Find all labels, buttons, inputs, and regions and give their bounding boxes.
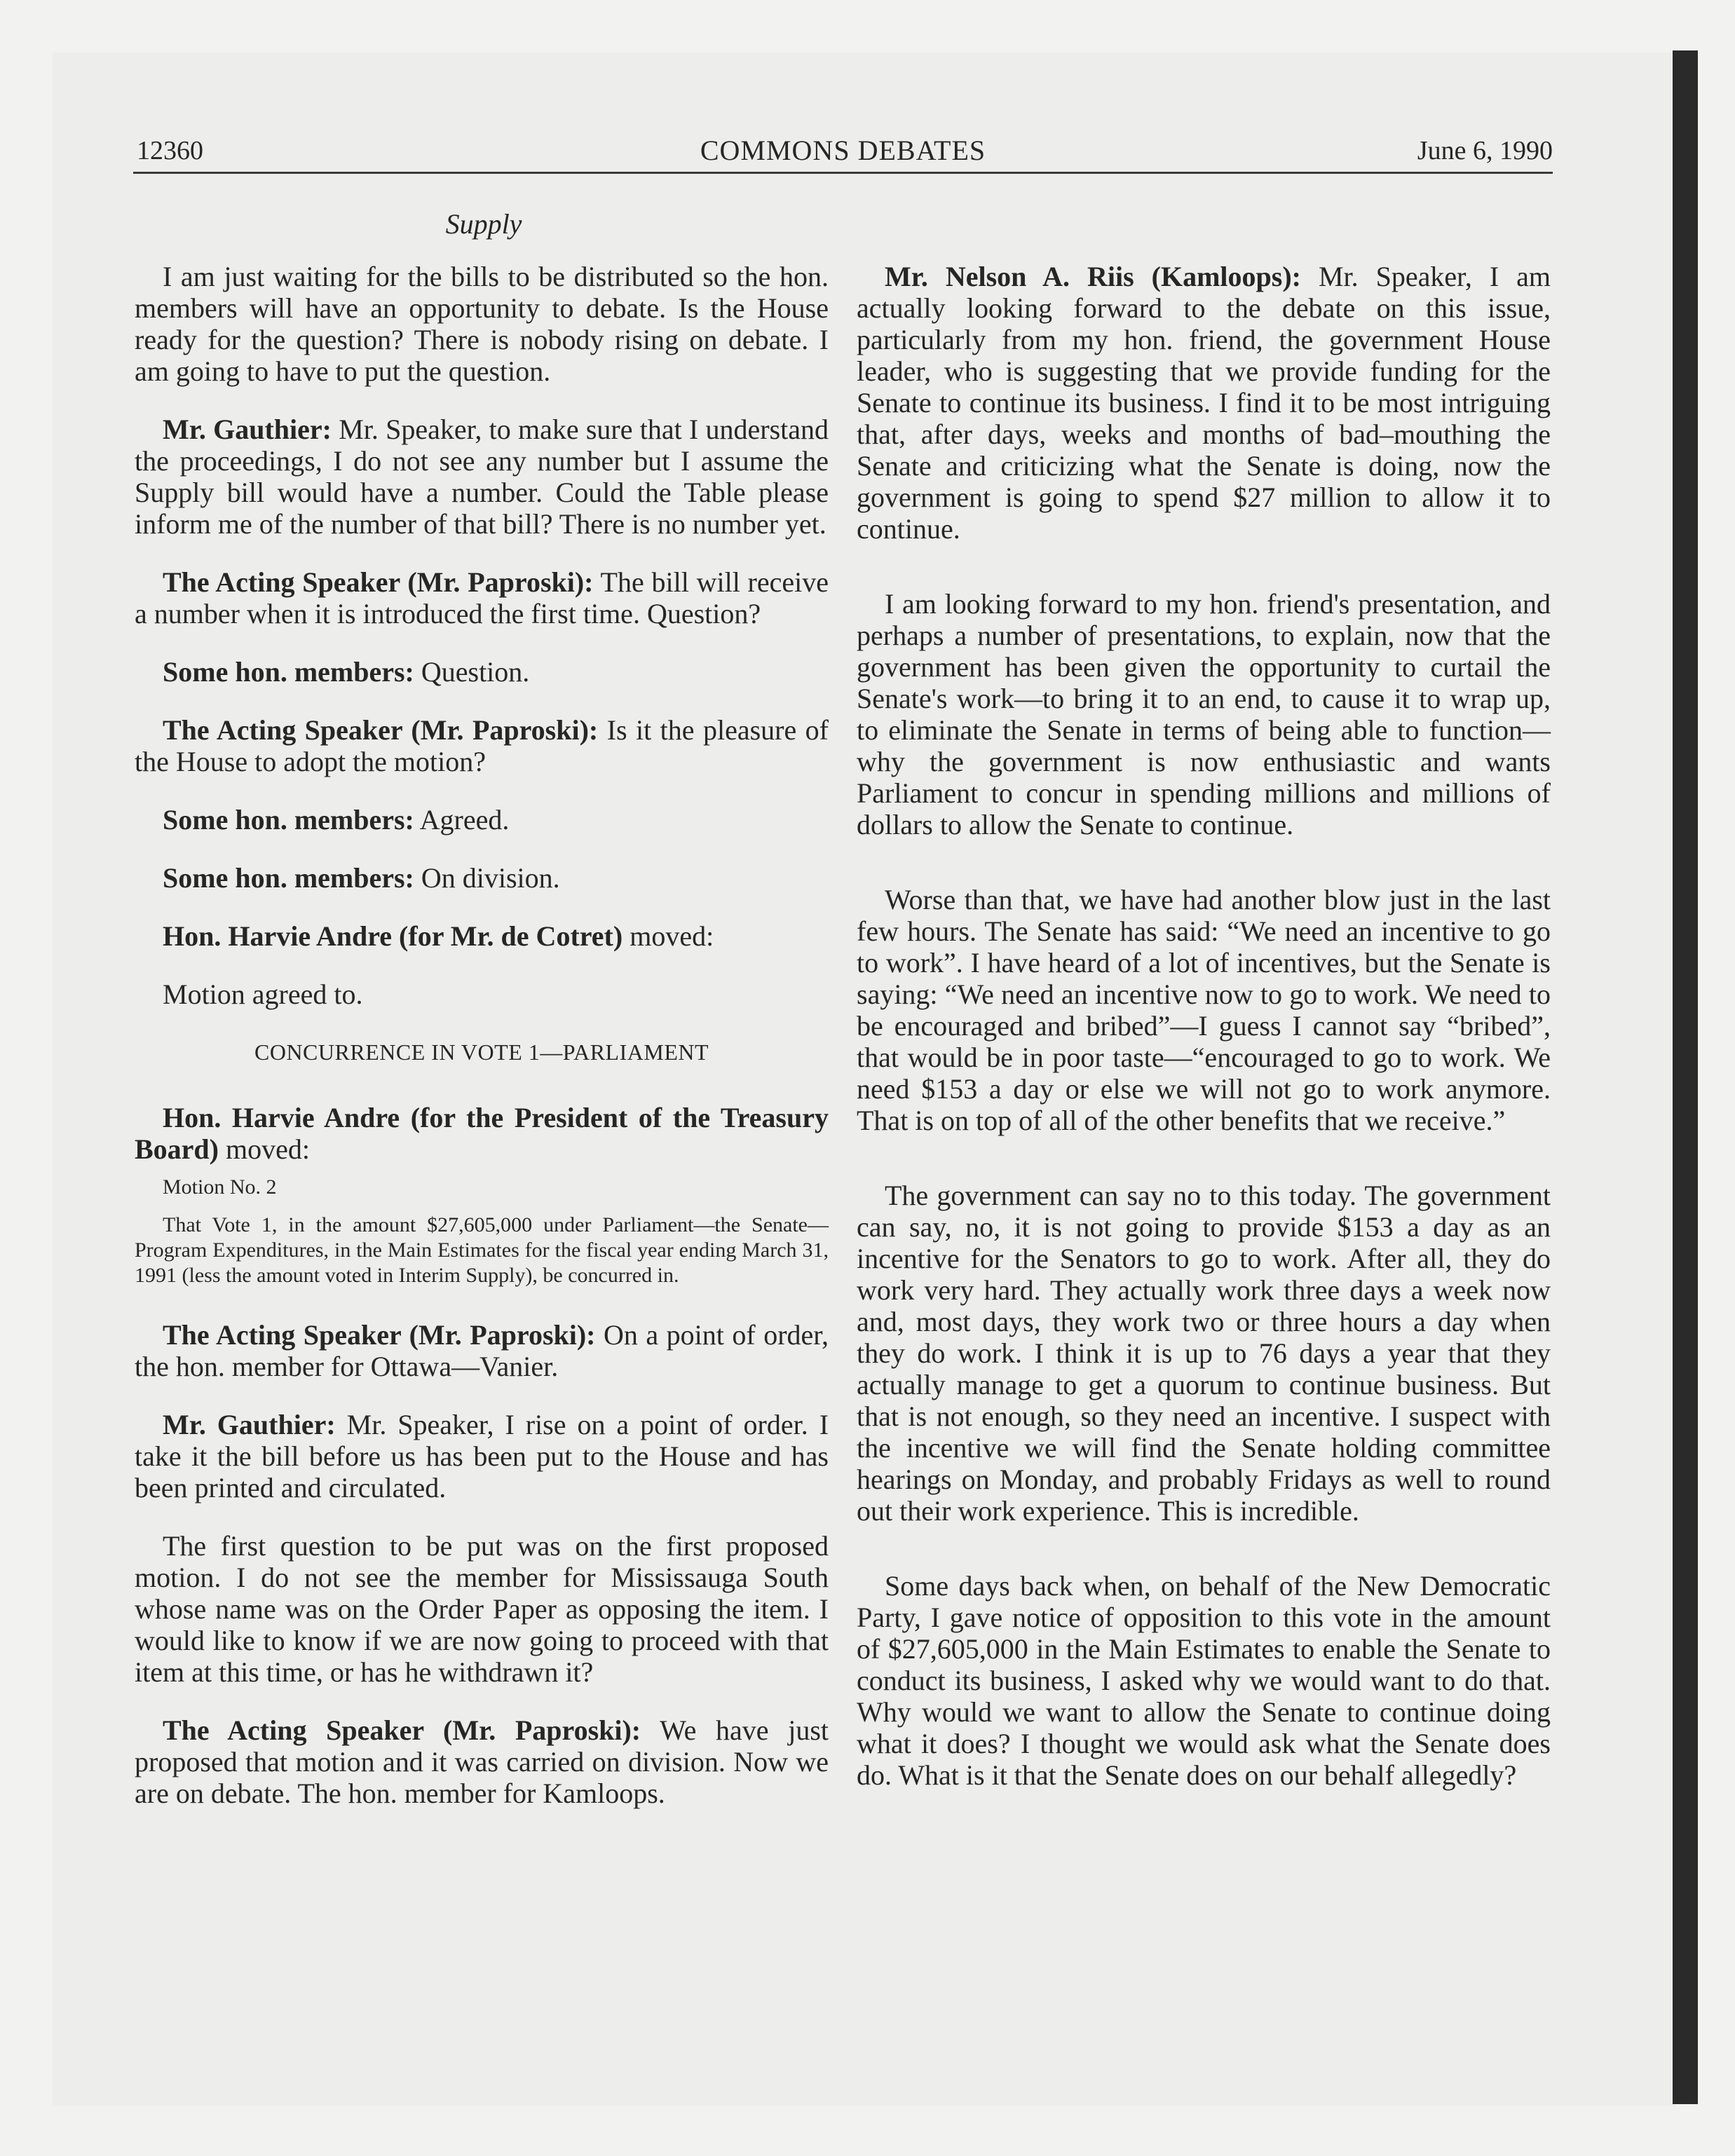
- paragraph: Mr. Gauthier: Mr. Speaker, I rise on a point of order. I take it the bill before us has been put to the House and has been printed and circulated.: [135, 1409, 829, 1503]
- publication-title: COMMONS DEBATES: [700, 135, 986, 166]
- scan-binding-edge: [1673, 50, 1698, 2104]
- paragraph: Worse than that, we have had another blow just in the last few hours. The Senate has said: “We need an incentive to go to work”. I have heard of a lot of incentives, but the Senate is saying: “We need an incentive now to go to work. We need to be encouraged and bribed”—I guess I cannot say “bribed”, that would be in poor taste—“encouraged to go to work. We need $153 a day or else we will not go to work anymore. That is on top of all of the other benefits that we receive.”: [857, 884, 1551, 1136]
- paragraph: I am just waiting for the bills to be distributed so the hon. members will have an opportunity to debate. Is the House ready for the question? There is nobody rising on debate. I am going to have to put the question.: [135, 261, 829, 387]
- paragraph: Motion agreed to.: [163, 978, 363, 1010]
- speaker-name: The Acting Speaker (Mr. Paproski):: [163, 1319, 596, 1351]
- speaker-name: Mr. Nelson A. Riis (Kamloops):: [885, 261, 1301, 292]
- section-heading: CONCURRENCE IN VOTE 1—PARLIAMENT: [254, 1039, 709, 1065]
- paragraph: The Acting Speaker (Mr. Paproski): Is it the pleasure of the House to adopt the motion?: [135, 714, 829, 777]
- motion-number: Motion No. 2: [163, 1175, 277, 1199]
- speaker-name: Some hon. members:: [163, 862, 414, 894]
- paragraph: The Acting Speaker (Mr. Paproski): On a point of order, the hon. member for Ottawa—Vanier.: [135, 1319, 829, 1382]
- speaker-name: Some hon. members:: [163, 656, 414, 688]
- page-header: [133, 130, 1553, 174]
- speaker-name: Hon. Harvie Andre (for the President of the Treasury Board): [135, 1102, 829, 1165]
- paragraph: I am looking forward to my hon. friend's presentation, and perhaps a number of presentations, to explain, now that the government has been given the opportunity to curtail the Senate's work—to bring it to an end, to cause it to wrap up, to eliminate the Senate in terms of being able to function—why the government is now enthusiastic and wants Parliament to concur in spending millions and millions of dollars to allow the Senate to continue.: [857, 588, 1551, 840]
- speaker-name: The Acting Speaker (Mr. Paproski):: [163, 1714, 641, 1746]
- speaker-name: Hon. Harvie Andre (for Mr. de Cotret): [163, 920, 623, 952]
- section-subtitle: Supply: [445, 208, 522, 240]
- paragraph: Hon. Harvie Andre (for Mr. de Cotret) moved:: [163, 920, 714, 952]
- page-number: 12360: [137, 136, 203, 165]
- paragraph: Mr. Nelson A. Riis (Kamloops): Mr. Speaker, I am actually looking forward to the debate on this issue, particularly from my hon. friend, the government House leader, who is suggesting that we provide funding for the Senate to continue its business. I find it to be most intriguing that, after days, weeks and months of bad–mouthing the Senate and criticizing what the Senate is doing, now the government is going to spend $27 million to allow it to continue.: [857, 261, 1551, 545]
- paragraph: The Acting Speaker (Mr. Paproski): The bill will receive a number when it is introduced the first time. Question?: [135, 566, 829, 629]
- paragraph: The Acting Speaker (Mr. Paproski): We have just proposed that motion and it was carried on division. Now we are on debate. The hon. member for Kamloops.: [135, 1714, 829, 1809]
- paragraph: Some hon. members: On division.: [163, 862, 560, 894]
- speaker-name: Some hon. members:: [163, 804, 414, 835]
- speaker-name: The Acting Speaker (Mr. Paproski):: [163, 714, 599, 746]
- paragraph: Mr. Gauthier: Mr. Speaker, to make sure that I understand the proceedings, I do not see any number but I assume the Supply bill would have a number. Could the Table please inform me of the number of that bill? There is no number yet.: [135, 414, 829, 540]
- paragraph: The government can say no to this today. The government can say, no, it is not going to provide $153 a day as an incentive for the Senators to go to work. After all, they do work very hard. They actually work three days a week now and, most days, they work two or three hours a day when they do work. I think it is up to 76 days a year that they actually manage to get a quorum to continue business. But that is not enough, so they need an incentive. I suspect with the incentive we will find the Senate holding committee hearings on Monday, and probably Fridays as well to round out their work experience. This is incredible.: [857, 1180, 1551, 1527]
- right-column: [857, 261, 1551, 1817]
- paragraph: Some days back when, on behalf of the New Democratic Party, I gave notice of opposition to this vote in the amount of $27,605,000 in the Main Estimates to enable the Senate to conduct its business, I asked why we would want to do that. Why would we want to allow the Senate to continue doing what it does? I thought we would ask what the Senate does do. What is it that the Senate does on our behalf allegedly?: [857, 1570, 1551, 1791]
- paragraph: Hon. Harvie Andre (for the President of the Treasury Board) moved:: [135, 1102, 829, 1165]
- motion-text: That Vote 1, in the amount $27,605,000 under Parliament—the Senate—Program Expenditures, in the Main Estimates for the fiscal year ending March 31, 1991 (less the amount voted in Interim Supply), be concurred in.: [135, 1213, 829, 1287]
- speaker-name: Mr. Gauthier:: [163, 414, 332, 445]
- speaker-name: The Acting Speaker (Mr. Paproski):: [163, 566, 594, 598]
- speaker-name: Mr. Gauthier:: [163, 1409, 336, 1440]
- paragraph: Some hon. members: Agreed.: [163, 804, 510, 835]
- left-column: [135, 261, 829, 1836]
- paragraph: The first question to be put was on the first proposed motion. I do not see the member for Mississauga South whose name was on the Order Paper as opposing the item. I would like to know if we are now going to proceed with that item at this time, or has he withdrawn it?: [135, 1530, 829, 1688]
- page-date: June 6, 1990: [1417, 136, 1553, 165]
- paragraph: Some hon. members: Question.: [163, 656, 530, 688]
